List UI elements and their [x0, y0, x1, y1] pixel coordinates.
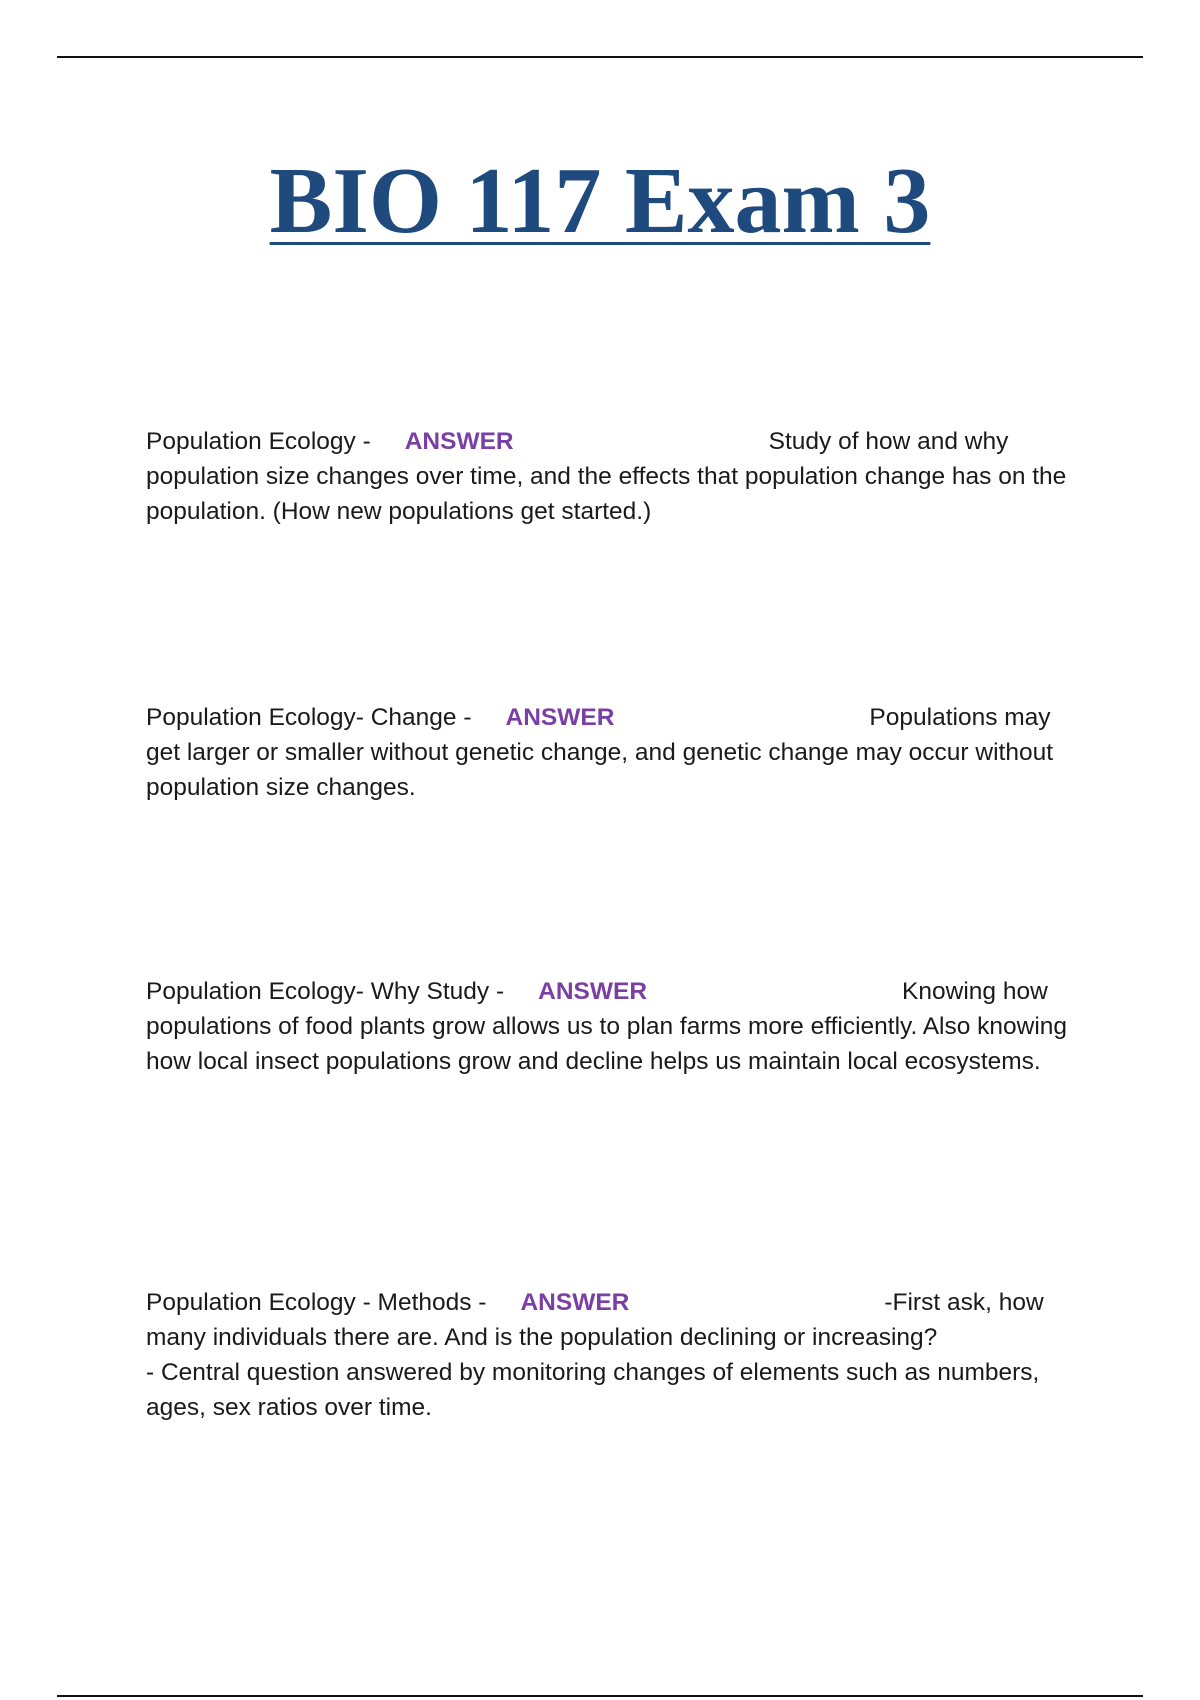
bottom-rule: [57, 1695, 1143, 1697]
qa-item-change: [146, 700, 1091, 805]
term: Population Ecology- Change -: [146, 704, 472, 731]
qa-item-population-ecology: [146, 424, 1091, 529]
document-title: BIO 117 Exam 3: [269, 149, 931, 253]
definition: -First ask, how many individuals there are. And is the population declining or increasing?: [146, 1289, 1044, 1351]
answer-label: ANSWER: [538, 978, 648, 1005]
answer-label: ANSWER: [505, 704, 615, 731]
answer-label: ANSWER: [520, 1289, 630, 1316]
definition: Populations may get larger or smaller without genetic change, and genetic change may occur without population size changes.: [146, 704, 1054, 801]
qa-item-why-study: [146, 974, 1091, 1079]
qa-item-methods: [146, 1285, 1091, 1425]
definition: Study of how and why population size changes over time, and the effects that population change has on the population. (How new populations get started.): [146, 428, 1067, 525]
definition-continued: - Central question answered by monitoring changes of elements such as numbers, ages, sex ratios over time.: [146, 1359, 1040, 1421]
answer-label: ANSWER: [404, 428, 514, 455]
term: Population Ecology- Why Study -: [146, 978, 505, 1005]
definition: Knowing how populations of food plants grow allows us to plan farms more efficiently. Also knowing how local insect populations grow and decline helps us maintain local ecosystems.: [146, 978, 1068, 1075]
term: Population Ecology -: [146, 428, 371, 455]
term: Population Ecology - Methods -: [146, 1289, 487, 1316]
top-rule: [57, 56, 1143, 58]
